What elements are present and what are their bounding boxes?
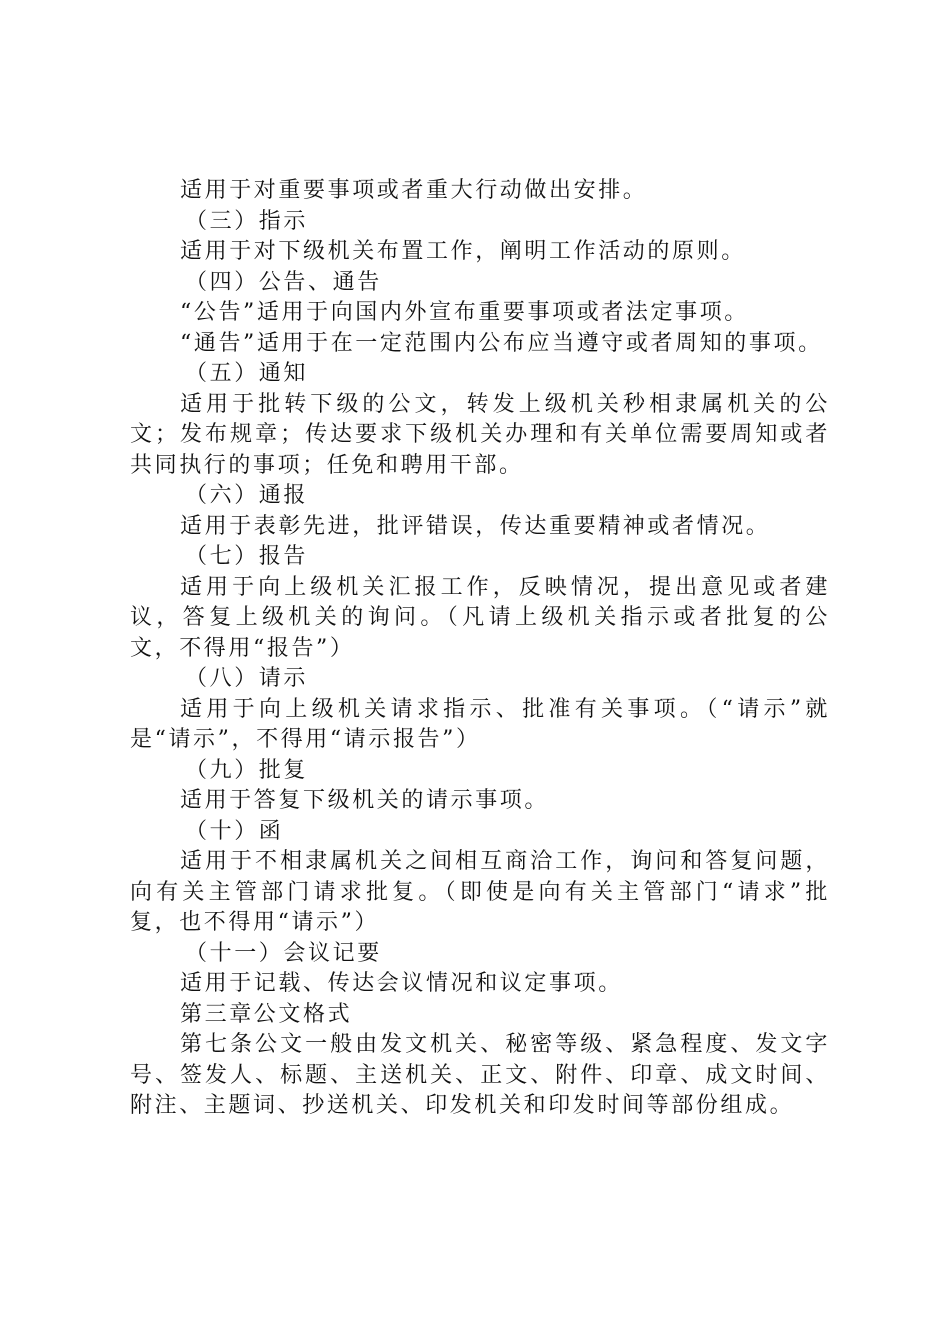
paragraph: 适用于对下级机关布置工作，阐明工作活动的原则。 [180,239,746,264]
section-heading: （四）公告、通告 [185,269,382,295]
section-heading: （七）报告 [185,544,309,569]
paragraph: 适用于表彰先进，批评错误，传达重要精神或者情况。 [180,513,771,539]
paragraph: 适用于答复下级机关的请示事项。 [180,788,550,813]
chapter-title: 第三章公文格式 [180,1001,353,1027]
paragraph: 适用于记载、传达会议情况和议定事项。 [180,971,623,996]
paragraph: 第七条公文一般由发文机关、秘密等级、紧急程度、发文字号、签发人、标题、主送机关、正文、附件、印章、成文时间、附注、主题词、抄送机关、印发机关和印发时间等部份组成。 [130,1032,830,1118]
section-heading: （八）请示 [185,666,309,691]
section-heading: （九）批复 [185,757,309,783]
paragraph: 适用于批转下级的公文，转发上级机关秒相隶属机关的公文；发布规章；传达要求下级机关办理和有关单位需要周知或者共同执行的事项；任免和聘用干部。 [130,391,830,478]
section-heading: （十）函 [185,818,284,844]
section-heading: （五）通知 [185,361,309,386]
paragraph: 适用于向上级机关汇报工作，反映情况，提出意见或者建议，答复上级机关的询问。（凡请上级机关指示或者批复的公文，不得用“报告”） [130,574,830,661]
paragraph: 适用于向上级机关请求指示、批准有关事项。（“请示”就是“请示”，不得用“请示报告”） [130,696,830,752]
paragraph: “公告”适用于向国内外宣布重要事项或者法定事项。 [180,300,749,325]
paragraph: 适用于对重要事项或者重大行动做出安排。 [180,178,648,203]
section-heading: （十一）会议记要 [185,940,382,966]
section-heading: （三）指示 [185,208,309,234]
paragraph: 适用于不相隶属机关之间相互商洽工作，询问和答复问题，向有关主管部门请求批复。（即使是向有关主管部门“请求”批复，也不得用“请示”） [130,849,830,935]
section-heading: （六）通报 [185,483,309,508]
paragraph: “通告”适用于在一定范围内公布应当遵守或者周知的事项。 [180,330,823,356]
document-body [130,176,830,1122]
